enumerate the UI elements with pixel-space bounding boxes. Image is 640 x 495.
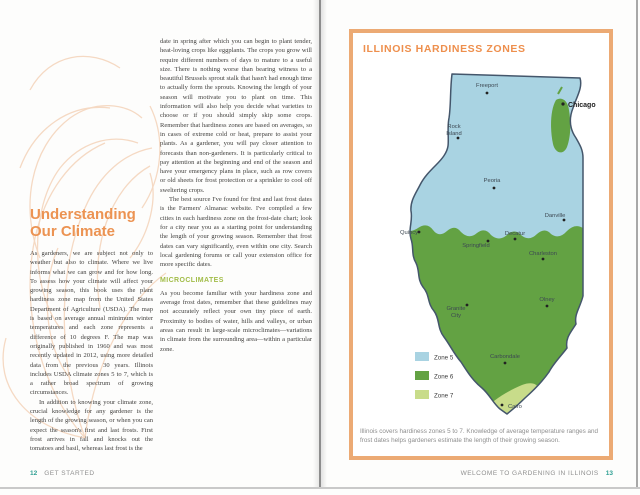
city-dot [466,304,469,307]
legend-label-zone5: Zone 5 [434,354,454,362]
legend-label-zone7: Zone 7 [434,392,454,400]
city-label-rock-island: Island [446,131,462,137]
paragraph: In addition to knowing your climate zone, crucial knowledge for any gardener is the length of the growing season, or when you can expect the season's first and last frosts. First frost arrives in fall and knocks out the tomatoes and basil, whereas last frost is the [30,398,153,453]
city-dot [487,240,490,243]
section-heading: Understanding Our Climate [30,206,136,240]
city-dot [504,362,507,365]
city-label-olney: Olney [539,297,555,303]
page-gutter-line [319,0,321,488]
running-header: GET STARTED [44,470,95,477]
middle-text-column [160,37,312,354]
illinois-hardiness-map [350,58,614,426]
city-dot [514,238,517,241]
map-caption: Illinois covers hardiness zones 5 to 7. Knowledge of average temperature ranges and frost dates helps gardeners estimate the length of their growing season. [360,428,599,444]
legend-swatch-zone5 [415,352,429,361]
city-dot [542,258,545,261]
city-label-charleston: Charleston [528,251,558,257]
page-number: 13 [605,470,613,477]
page-bottom-edge [0,487,640,489]
left-page-footer [30,470,95,477]
city-label-peoria: Peoria [483,178,501,184]
city-label-decatur: Decatur [504,231,526,237]
legend-swatch-zone7 [415,390,429,399]
paragraph: date in spring after which you can begin to plant tender, heat-loving crops like eggplants. The crops you grow will require different numbers of days to mature to a useful size. There is nothing worse than bearing witness to a beautiful Brussels sprout stalk that hasn't had enough time to actually form the sprouts. Knowing the length of your season will motivate you to plant on time. This information will also help you decide what varieties to choose or if you should simply skip some crops. Remember that hardiness zones are based on averages, so in cases of extreme cold or heat, prepare to assist your plants. As a gardener, you will pay closer attention to forecasts than non-gardeners. It is particularly critical to pay attention at the beginning and end of the season and have your emergency plans in place, such as row covers or old sheets for frost protection or a sprinkler to cool off sweltering crops. [160,38,312,194]
city-label-danville: Danville [544,213,566,219]
paragraph: As you become familiar with your hardiness zone and average frost dates, remember that these guidelines may not accurately reflect your own tiny piece of earth. Proximity to bodies of water, hills and valleys, or urban areas can result in large-scale microclimates—variations in climate from the surrounding area—within a particular zone. [160,289,312,353]
city-label-chicago: Chicago [568,102,596,109]
page-edge-line [636,0,638,488]
city-dot [563,219,566,222]
city-label-granite-city: Granite [446,306,466,312]
paragraph: As gardeners, we are subject not only to weather but also to climate. Where we live informs what we can grow and for how long. To assess how your climate will affect your growing season, this book uses the plant hardiness zone map from the United States Department of Agriculture (USDA). The map is based on average annual minimum winter temperatures and each zone represents a difference of 10 degrees F. The map was originally published in 1960 and was most recently updated in 2012, using more detailed data from the previous 30 years. Illinois includes USDA climate zones 5 to 7, which is a rather broad spectrum of growing circumstances. [30,250,153,397]
map-title: ILLINOIS HARDINESS ZONES [363,43,526,55]
city-dot [486,92,489,95]
city-label-freeport: Freeport [476,83,498,89]
city-dot [493,187,496,190]
city-dot [546,305,549,308]
city-dot [501,404,504,407]
city-label-quincy: Quincy [399,230,419,236]
legend-swatch-zone6 [415,371,429,380]
microclimates-subheading: MICROCLIMATES [160,277,224,285]
city-label-rock-island: Rock [447,124,461,130]
page-number: 12 [30,470,38,477]
right-page-footer [400,470,613,477]
map-legend [415,352,454,400]
city-label-cairo: Cairo [508,404,522,410]
city-dot [561,102,564,105]
city-label-carbondale: Carbondale [490,354,520,360]
running-header: WELCOME TO GARDENING IN ILLINOIS [460,470,599,477]
paragraph: The best source I've found for first and last frost dates is the Farmers' Almanac website. I've compiled a few cities in each hardiness zone on the frost-date chart; look for a city near you as a starting point for understanding the length of your growing season. Remember that frost dates can vary significantly, even within one city. Search local gardening forums or call your extension office for more specific dates. [160,196,312,269]
city-label-granite-city: City [451,313,461,319]
legend-label-zone6: Zone 6 [434,373,454,381]
city-dot [457,137,460,140]
city-label-springfield: Springfield [462,243,490,249]
left-text-column [30,249,153,454]
